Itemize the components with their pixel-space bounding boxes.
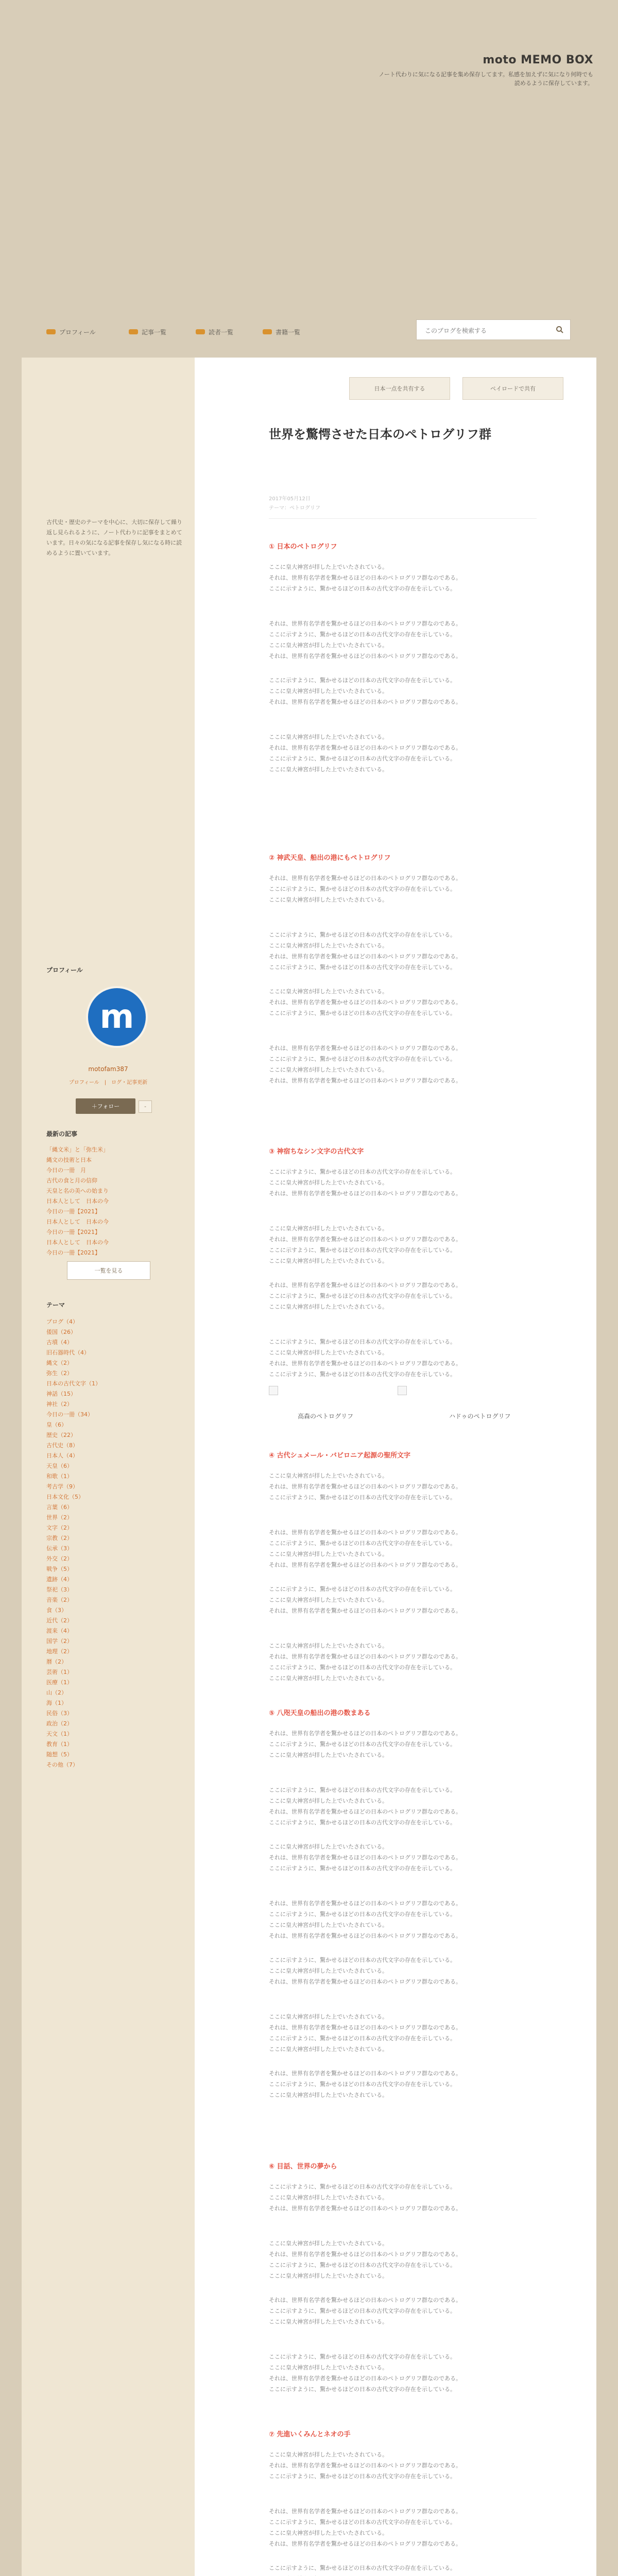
paragraph-line: ここに皇大神宮が拝した上でいたされている。: [269, 2092, 388, 2098]
recent-list: [46, 1145, 185, 1258]
paragraph: [269, 2449, 537, 2482]
paragraph: [269, 2181, 537, 2214]
recent-heading: 最新の記事: [46, 1130, 78, 1138]
theme-heading: テーマ: [46, 1301, 65, 1309]
theme-item[interactable]: 和歌（1）: [46, 1473, 73, 1480]
paragraph-line: ここに示すように、驚かせるほどの日本の古代文字の存在を示している。: [269, 2183, 456, 2190]
follow-button[interactable]: ＋フォロー: [76, 1098, 135, 1114]
paragraph-line: ここに皇大神宮が拝した上でいたされている。: [269, 1843, 388, 1850]
paragraph-line: それは、世界有名学者を驚かせるほどの日本のペトログリフ群なのである。: [269, 1282, 461, 1289]
paragraph: [269, 1280, 537, 1312]
broken-image-icon: [398, 1386, 407, 1395]
paragraph: [269, 929, 537, 973]
paragraph-line: ここに皇大神宮が拝した上でいたされている。: [269, 1597, 388, 1603]
paragraph-line: ここに皇大神宮が拝した上でいたされている。: [269, 988, 388, 995]
paragraph: [269, 1223, 537, 1266]
theme-item[interactable]: 今日の一冊（34）: [46, 1411, 93, 1418]
paragraph-line: それは、世界有名学者を驚かせるほどの日本のペトログリフ群なのである。: [269, 1854, 461, 1861]
paragraph-line: ここに皇大神宮が拝した上でいたされている。: [269, 1798, 388, 1804]
paragraph-line: それは、世界有名学者を驚かせるほどの日本のペトログリフ群なのである。: [269, 1077, 461, 1084]
theme-item[interactable]: 弥生（2）: [46, 1370, 73, 1377]
paragraph: [269, 1470, 537, 1503]
nav-item-articles[interactable]: [129, 327, 166, 337]
paragraph-line: ここに示すように、驚かせるほどの日本の古代文字の存在を示している。: [269, 2473, 456, 2480]
paragraph-line: ここに示すように、驚かせるほどの日本の古代文字の存在を示している。: [269, 2308, 456, 2314]
share-row: [349, 377, 571, 400]
theme-item[interactable]: 医療（1）: [46, 1679, 73, 1686]
theme-item[interactable]: 山（2）: [46, 1689, 67, 1696]
paragraph: [269, 1527, 537, 1570]
paragraph: [269, 732, 537, 775]
paragraph-line: ここに皇大神宮が拝した上でいたされている。: [269, 1179, 388, 1186]
paragraph: [269, 2011, 537, 2055]
sidebar: [22, 358, 195, 2576]
paragraph-line: ここに示すように、驚かせるほどの日本の古代文字の存在を示している。: [269, 886, 456, 892]
recent-item[interactable]: 「縄文米」と「弥生米」: [46, 1146, 109, 1153]
paragraph-line: ここに示すように、驚かせるほどの日本の古代文字の存在を示している。: [269, 2386, 456, 2393]
paragraph: [269, 1785, 537, 1828]
paragraph-line: ここに示すように、驚かせるほどの日本の古代文字の存在を示している。: [269, 1787, 456, 1793]
paragraph-line: ここに皇大神宮が拝した上でいたされている。: [269, 2240, 388, 2247]
nav-icon: [46, 329, 56, 334]
paragraph-line: ここに示すように、驚かせるほどの日本の古代文字の存在を示している。: [269, 1338, 456, 1345]
paragraph-line: それは、世界有名学者を驚かせるほどの日本のペトログリフ群なのである。: [269, 2024, 461, 2031]
profile-heading: プロフィール: [46, 967, 83, 974]
paragraph-line: それは、世界有名学者を驚かせるほどの日本のペトログリフ群なのである。: [269, 2508, 461, 2515]
paragraph-line: ここに皇大神宮が拝した上でいたされている。: [269, 1472, 388, 1479]
theme-item[interactable]: 歴史（22）: [46, 1432, 76, 1438]
section-heading: ① 日本のペトログリフ: [269, 543, 337, 551]
paragraph: [269, 2238, 537, 2281]
theme-item[interactable]: 政治（2）: [46, 1720, 73, 1727]
paragraph-line: それは、世界有名学者を驚かせるほどの日本のペトログリフ群なのである。: [269, 2462, 461, 2469]
recent-item[interactable]: 古代の食と月の信仰: [46, 1177, 97, 1184]
paragraph-line: ここに示すように、驚かせるほどの日本の古代文字の存在を示している。: [269, 2519, 456, 2526]
paragraph: [269, 2068, 537, 2100]
paragraph: [269, 1898, 537, 1941]
post-meta: [269, 495, 320, 513]
theme-item[interactable]: 考古学（9）: [46, 1483, 78, 1490]
paragraph-line: ここに示すように、驚かせるほどの日本の古代文字の存在を示している。: [269, 677, 456, 684]
paragraph-line: ここに皇大神宮が拝した上でいたされている。: [269, 2273, 388, 2279]
paragraph-line: ここに示すように、驚かせるほどの日本の古代文字の存在を示している。: [269, 585, 456, 592]
paragraph-line: それは、世界有名学者を驚かせるほどの日本のペトログリフ群なのである。: [269, 1933, 461, 1939]
paragraph-line: それは、世界有名学者を驚かせるほどの日本のペトログリフ群なのである。: [269, 1190, 461, 1197]
recent-item[interactable]: 今日の一冊 月: [46, 1167, 86, 1174]
sidebar-intro: 古代史・歴史のテーマを中心に、大切に保存して繰り返し見られるように、ノート代わりに記事をまとめています。日々の気になる記事を保存し気になる時に読めるように置いています。: [46, 519, 182, 556]
paragraph-line: ここに示すように、驚かせるほどの日本の古代文字の存在を示している。: [269, 631, 456, 638]
recent-item[interactable]: 日本人として 日本の今: [46, 1239, 109, 1246]
paragraph-line: それは、世界有名学者を驚かせるほどの日本のペトログリフ群なのである。: [269, 744, 461, 751]
paragraph-line: ここに皇大神宮が拝した上でいたされている。: [269, 2364, 388, 2371]
paragraph: [269, 2506, 537, 2549]
theme-item[interactable]: 旧石器時代（4）: [46, 1349, 90, 1356]
paragraph: [269, 873, 537, 905]
paragraph-line: ここに示すように、驚かせるほどの日本の古代文字の存在を示している。: [269, 1586, 456, 1592]
paragraph-line: ここに示すように、驚かせるほどの日本の古代文字の存在を示している。: [269, 1540, 456, 1547]
paragraph-line: ここに皇大神宮が拝した上でいたされている。: [269, 1349, 388, 1356]
paragraph-line: ここに示すように、驚かせるほどの日本の古代文字の存在を示している。: [269, 1056, 456, 1062]
theme-item[interactable]: 暦（2）: [46, 1658, 67, 1665]
post-title[interactable]: 世界を驚愕させた日本のペトログリフ群: [269, 427, 491, 442]
section-heading: ② 神武天皇、船出の港にもペトログリフ: [269, 854, 391, 862]
section-heading: ⑥ 目話、世界の夢から: [269, 2163, 337, 2171]
paragraph-line: それは、世界有名学者を驚かせるほどの日本のペトログリフ群なのである。: [269, 2540, 461, 2547]
paragraph-line: ここに皇大神宮が拝した上でいたされている。: [269, 1968, 388, 1974]
paragraph: [269, 2351, 537, 2395]
paragraph-line: それは、世界有名学者を驚かせるほどの日本のペトログリフ群なのである。: [269, 1607, 461, 1614]
profile-links[interactable]: プロフィール | ログ・記事更新: [68, 1080, 148, 1086]
theme-item[interactable]: 日本文化（5）: [46, 1494, 84, 1500]
paragraph: [269, 1640, 537, 1684]
paragraph-line: ここに示すように、驚かせるほどの日本の古代文字の存在を示している。: [269, 755, 456, 762]
profile-name[interactable]: motofam387: [88, 1065, 128, 1073]
theme-item[interactable]: 天文（1）: [46, 1731, 73, 1737]
theme-item[interactable]: 神話（15）: [46, 1391, 76, 1397]
recent-item[interactable]: 縄文の技術と日本: [46, 1157, 92, 1163]
theme-item[interactable]: 皇（6）: [46, 1421, 67, 1428]
paragraph-line: ここに示すように、驚かせるほどの日本の古代文字の存在を示している。: [269, 2081, 456, 2088]
paragraph-line: ここに示すように、驚かせるほどの日本の古代文字の存在を示している。: [269, 2262, 456, 2268]
paragraph-line: それは、世界有名学者を驚かせるほどの日本のペトログリフ群なのである。: [269, 574, 461, 581]
theme-item[interactable]: 倭国（26）: [46, 1329, 76, 1335]
theme-item[interactable]: その他（7）: [46, 1761, 78, 1768]
nav-label: 記事一覧: [142, 328, 167, 336]
site-title[interactable]: moto MEMO BOX: [483, 54, 593, 66]
recent-item[interactable]: 天皇と名の美への始まり: [46, 1188, 109, 1194]
paragraph-line: ここに皇大神宮が拝した上でいたされている。: [269, 2318, 388, 2325]
paragraph-line: ここに示すように、驚かせるほどの日本の古代文字の存在を示している。: [269, 2353, 456, 2360]
paragraph-line: ここに示すように、驚かせるほどの日本の古代文字の存在を示している。: [269, 1865, 456, 1872]
paragraph-line: ここに示すように、驚かせるほどの日本の古代文字の存在を示している。: [269, 1293, 456, 1299]
theme-item[interactable]: 外交（2）: [46, 1555, 73, 1562]
paragraph-line: それは、世界有名学者を驚かせるほどの日本のペトログリフ群なのである。: [269, 1978, 461, 1985]
theme-item[interactable]: 天皇（6）: [46, 1463, 73, 1469]
theme-item[interactable]: 日本人（4）: [46, 1452, 78, 1459]
recent-item[interactable]: 今日の一冊【2021】: [46, 1249, 100, 1256]
paragraph-line: それは、世界有名学者を驚かせるほどの日本のペトログリフ群なのである。: [269, 2205, 461, 2212]
paragraph-line: [269, 2573, 537, 2576]
paragraph-line: ここに皇大神宮が拝した上でいたされている。: [269, 766, 388, 773]
nav-item-readers[interactable]: [196, 327, 233, 337]
paragraph-line: それは、世界有名学者を驚かせるほどの日本のペトログリフ群なのである。: [269, 1529, 461, 1536]
content-wrap: [22, 358, 596, 2576]
recent-item[interactable]: 今日の一冊【2021】: [46, 1208, 100, 1215]
theme-item[interactable]: 宗教（2）: [46, 1535, 73, 1541]
theme-item[interactable]: 国学（2）: [46, 1638, 73, 1645]
paragraph-line: ここに示すように、驚かせるほどの日本の古代文字の存在を示している。: [269, 1010, 456, 1016]
paragraph: [269, 1043, 537, 1086]
paragraph-line: ここに皇大神宮が拝した上でいたされている。: [269, 1303, 388, 1310]
theme-item[interactable]: 古代史（8）: [46, 1442, 78, 1449]
paragraph-line: ここに示すように、驚かせるほどの日本の古代文字の存在を示している。: [269, 1664, 456, 1671]
paragraph: [269, 2563, 537, 2576]
paragraph-line: ここに示すように、驚かせるほどの日本の古代文字の存在を示している。: [269, 1911, 456, 1918]
image-row: [269, 1386, 537, 1399]
search-button[interactable]: [554, 324, 566, 336]
paragraph-line: ここに皇大神宮が拝した上でいたされている。: [269, 1922, 388, 1928]
paragraph: [269, 2295, 537, 2327]
paragraph-line: それは、世界有名学者を驚かせるほどの日本のペトログリフ群なのである。: [269, 1730, 461, 1737]
paragraph-line: それは、世界有名学者を驚かせるほどの日本のペトログリフ群なのである。: [269, 1483, 461, 1490]
paragraph-line: それは、世界有名学者を驚かせるほどの日本のペトログリフ群なのである。: [269, 620, 461, 627]
paragraph-line: それは、世界有名学者を驚かせるほどの日本のペトログリフ群なのである。: [269, 2251, 461, 2258]
section-heading: ⑤ 八咫天皇の船出の港の数まある: [269, 1709, 371, 1717]
paragraph-line: ここに皇大神宮が拝した上でいたされている。: [269, 734, 388, 740]
paragraph-line: それは、世界有名学者を驚かせるほどの日本のペトログリフ群なのである。: [269, 1236, 461, 1243]
nav-item-books[interactable]: [263, 327, 300, 337]
theme-item[interactable]: 古墳（4）: [46, 1339, 73, 1346]
theme-item[interactable]: 世界（2）: [46, 1514, 73, 1521]
paragraph-line: ここに皇大神宮が拝した上でいたされている。: [269, 2013, 388, 2020]
theme-item[interactable]: 食（3）: [46, 1607, 67, 1614]
share-button-right[interactable]: ペイロードで共有: [462, 377, 563, 400]
paragraph: [269, 1336, 537, 1380]
paragraph-line: ここに皇大神宮が拝した上でいたされている。: [269, 1642, 388, 1649]
paragraph-line: それは、世界有名学者を驚かせるほどの日本のペトログリフ群なのである。: [269, 875, 461, 882]
divider: [269, 518, 537, 519]
paragraph-line: ここに皇大神宮が拝した上でいたされている。: [269, 2046, 388, 2053]
section-heading: ④ 古代シュメール・バビロニア起源の聖所文字: [269, 1452, 411, 1460]
nav-icon: [263, 329, 272, 334]
paragraph-line: それは、世界有名学者を驚かせるほどの日本のペトログリフ群なのである。: [269, 1045, 461, 1052]
recent-item[interactable]: 日本人として 日本の今: [46, 1218, 109, 1225]
share-button-left[interactable]: 日本一点を共有する: [349, 377, 450, 400]
theme-item[interactable]: 神社（2）: [46, 1401, 73, 1408]
nav-label: 読者一覧: [209, 328, 234, 336]
paragraph-line: ここに皇大神宮が拝した上でいたされている。: [269, 2451, 388, 2458]
image-caption: ハドゥのペトログリフ: [449, 1413, 511, 1420]
paragraph-line: ここに示すように、驚かせるほどの日本の古代文字の存在を示している。: [269, 1957, 456, 1963]
paragraph-line: それは、世界有名学者を驚かせるほどの日本のペトログリフ群なのである。: [269, 2070, 461, 2077]
recent-item[interactable]: 今日の一冊【2021】: [46, 1229, 100, 1235]
paragraph: [269, 675, 537, 707]
nav-label: プロフィール: [59, 328, 96, 336]
paragraph-line: ここに皇大神宮が拝した上でいたされている。: [269, 564, 388, 570]
theme-item[interactable]: 日本の古代文字（1）: [46, 1380, 101, 1387]
section-heading: ⑦ 先進いくみんとネオの手: [269, 2431, 351, 2438]
search-icon: [556, 326, 564, 334]
paragraph-line: ここに示すように、驚かせるほどの日本の古代文字の存在を示している。: [269, 1371, 456, 1378]
paragraph-line: ここに示すように、驚かせるほどの日本の古代文字の存在を示している。: [269, 931, 456, 938]
theme-item[interactable]: 随想（5）: [46, 1751, 73, 1758]
theme-list: [46, 1317, 185, 1770]
paragraph-line: それは、世界有名学者を驚かせるほどの日本のペトログリフ群なのである。: [269, 999, 461, 1006]
paragraph: [269, 618, 537, 662]
paragraph-line: それは、世界有名学者を驚かせるほどの日本のペトログリフ群なのである。: [269, 1900, 461, 1907]
paragraph-line: ここに皇大神宮が拝した上でいたされている。: [269, 2530, 388, 2536]
broken-image-icon: [269, 1386, 278, 1395]
theme-item[interactable]: 文字（2）: [46, 1524, 73, 1531]
paragraph-line: それは、世界有名学者を驚かせるほどの日本のペトログリフ群なのである。: [269, 2375, 461, 2382]
paragraph-line: ここに示すように、驚かせるほどの日本の古代文字の存在を示している。: [269, 1247, 456, 1253]
site-header: [0, 0, 618, 88]
nav-label: 書籍一覧: [276, 328, 301, 336]
paragraph-line: ここに示すように、驚かせるほどの日本の古代文字の存在を示している。: [269, 2565, 456, 2571]
nav-item-profile[interactable]: [46, 327, 96, 337]
image-caption: 高森のペトログリフ: [298, 1413, 354, 1420]
paragraph-line: ここに皇大神宮が拝した上でいたされている。: [269, 1752, 388, 1758]
section-heading: ③ 神宿ちなシン文字の古代文字: [269, 1148, 364, 1156]
theme-item[interactable]: 祭祀（3）: [46, 1586, 73, 1593]
theme-item[interactable]: 遺跡（4）: [46, 1576, 73, 1583]
follow-count[interactable]: -: [139, 1100, 152, 1113]
recent-item[interactable]: 日本人として 日本の今: [46, 1198, 109, 1205]
paragraph-line: ここに皇大神宮が拝した上でいたされている。: [269, 1066, 388, 1073]
theme-item[interactable]: 地理（2）: [46, 1648, 73, 1655]
paragraph-line: ここに皇大神宮が拝した上でいたされている。: [269, 688, 388, 694]
paragraph-line: ここに皇大神宮が拝した上でいたされている。: [269, 1551, 388, 1557]
theme-item[interactable]: 縄文（2）: [46, 1360, 73, 1366]
paragraph: [269, 562, 537, 594]
post-theme[interactable]: テーマ：ペトログリフ: [269, 505, 320, 511]
theme-item[interactable]: 音楽（2）: [46, 1597, 73, 1603]
search-input[interactable]: [424, 326, 555, 336]
theme-item[interactable]: 戦争（5）: [46, 1566, 73, 1572]
site-description: ノート代わりに気になる記事を集め保存してます。私感を加えずに気になり何時でも読めるように保存しています。: [379, 71, 593, 87]
paragraph-line: ここに皇大神宮が拝した上でいたされている。: [269, 2194, 388, 2201]
paragraph-line: ここに皇大神宮が拝した上でいたされている。: [269, 896, 388, 903]
paragraph-line: ここに皇大神宮が拝した上でいたされている。: [269, 1675, 388, 1682]
paragraph-line: ここに示すように、驚かせるほどの日本の古代文字の存在を示している。: [269, 1494, 456, 1501]
paragraph: [269, 986, 537, 1019]
nav-icon: [196, 329, 205, 334]
paragraph: [269, 1584, 537, 1616]
paragraph-line: それは、世界有名学者を驚かせるほどの日本のペトログリフ群なのである。: [269, 1653, 461, 1660]
paragraph-line: ここに示すように、驚かせるほどの日本の古代文字の存在を示している。: [269, 2035, 456, 2042]
paragraph-line: それは、世界有名学者を驚かせるほどの日本のペトログリフ群なのである。: [269, 1562, 461, 1568]
paragraph-line: ここに皇大神宮が拝した上でいたされている。: [269, 942, 388, 949]
paragraph-line: ここに皇大神宮が拝した上でいたされている。: [269, 642, 388, 649]
theme-item[interactable]: 教育（1）: [46, 1741, 73, 1748]
theme-item[interactable]: 伝承（3）: [46, 1545, 73, 1552]
paragraph-line: ここに示すように、驚かせるほどの日本の古代文字の存在を示している。: [269, 1741, 456, 1748]
paragraph-line: それは、世界有名学者を驚かせるほどの日本のペトログリフ群なのである。: [269, 2297, 461, 2303]
paragraph-line: ここに皇大神宮が拝した上でいたされている。: [269, 1225, 388, 1232]
more-button[interactable]: 一覧を見る: [67, 1261, 150, 1280]
theme-item[interactable]: 渡来（4）: [46, 1628, 73, 1634]
paragraph-line: それは、世界有名学者を驚かせるほどの日本のペトログリフ群なのである。: [269, 953, 461, 960]
paragraph-line: ここに示すように、驚かせるほどの日本の古代文字の存在を示している。: [269, 1819, 456, 1826]
paragraph: [269, 1728, 537, 1760]
paragraph-line: それは、世界有名学者を驚かせるほどの日本のペトログリフ群なのである。: [269, 1808, 461, 1815]
paragraph: [269, 1841, 537, 1874]
theme-item[interactable]: 芸術（1）: [46, 1669, 73, 1675]
paragraph-line: ここに示すように、驚かせるほどの日本の古代文字の存在を示している。: [269, 1168, 456, 1175]
theme-item[interactable]: 言葉（6）: [46, 1504, 73, 1511]
paragraph-line: ここに皇大神宮が拝した上でいたされている。: [269, 1258, 388, 1264]
theme-item[interactable]: ブログ（4）: [46, 1318, 78, 1325]
search-box: [416, 319, 571, 340]
paragraph-line: それは、世界有名学者を驚かせるほどの日本のペトログリフ群なのである。: [269, 1360, 461, 1367]
nav-icon: [129, 329, 138, 334]
avatar[interactable]: m: [86, 986, 148, 1048]
paragraph-line: ここに示すように、驚かせるほどの日本の古代文字の存在を示している。: [269, 964, 456, 971]
post-date: 2017年05月12日: [269, 496, 311, 502]
paragraph: [269, 1166, 537, 1199]
paragraph: [269, 1955, 537, 1987]
paragraph-line: それは、世界有名学者を驚かせるほどの日本のペトログリフ群なのである。: [269, 699, 461, 705]
theme-item[interactable]: 海（1）: [46, 1700, 67, 1706]
theme-item[interactable]: 近代（2）: [46, 1617, 73, 1624]
theme-item[interactable]: 民俗（3）: [46, 1710, 73, 1717]
paragraph-line: それは、世界有名学者を驚かせるほどの日本のペトログリフ群なのである。: [269, 653, 461, 659]
